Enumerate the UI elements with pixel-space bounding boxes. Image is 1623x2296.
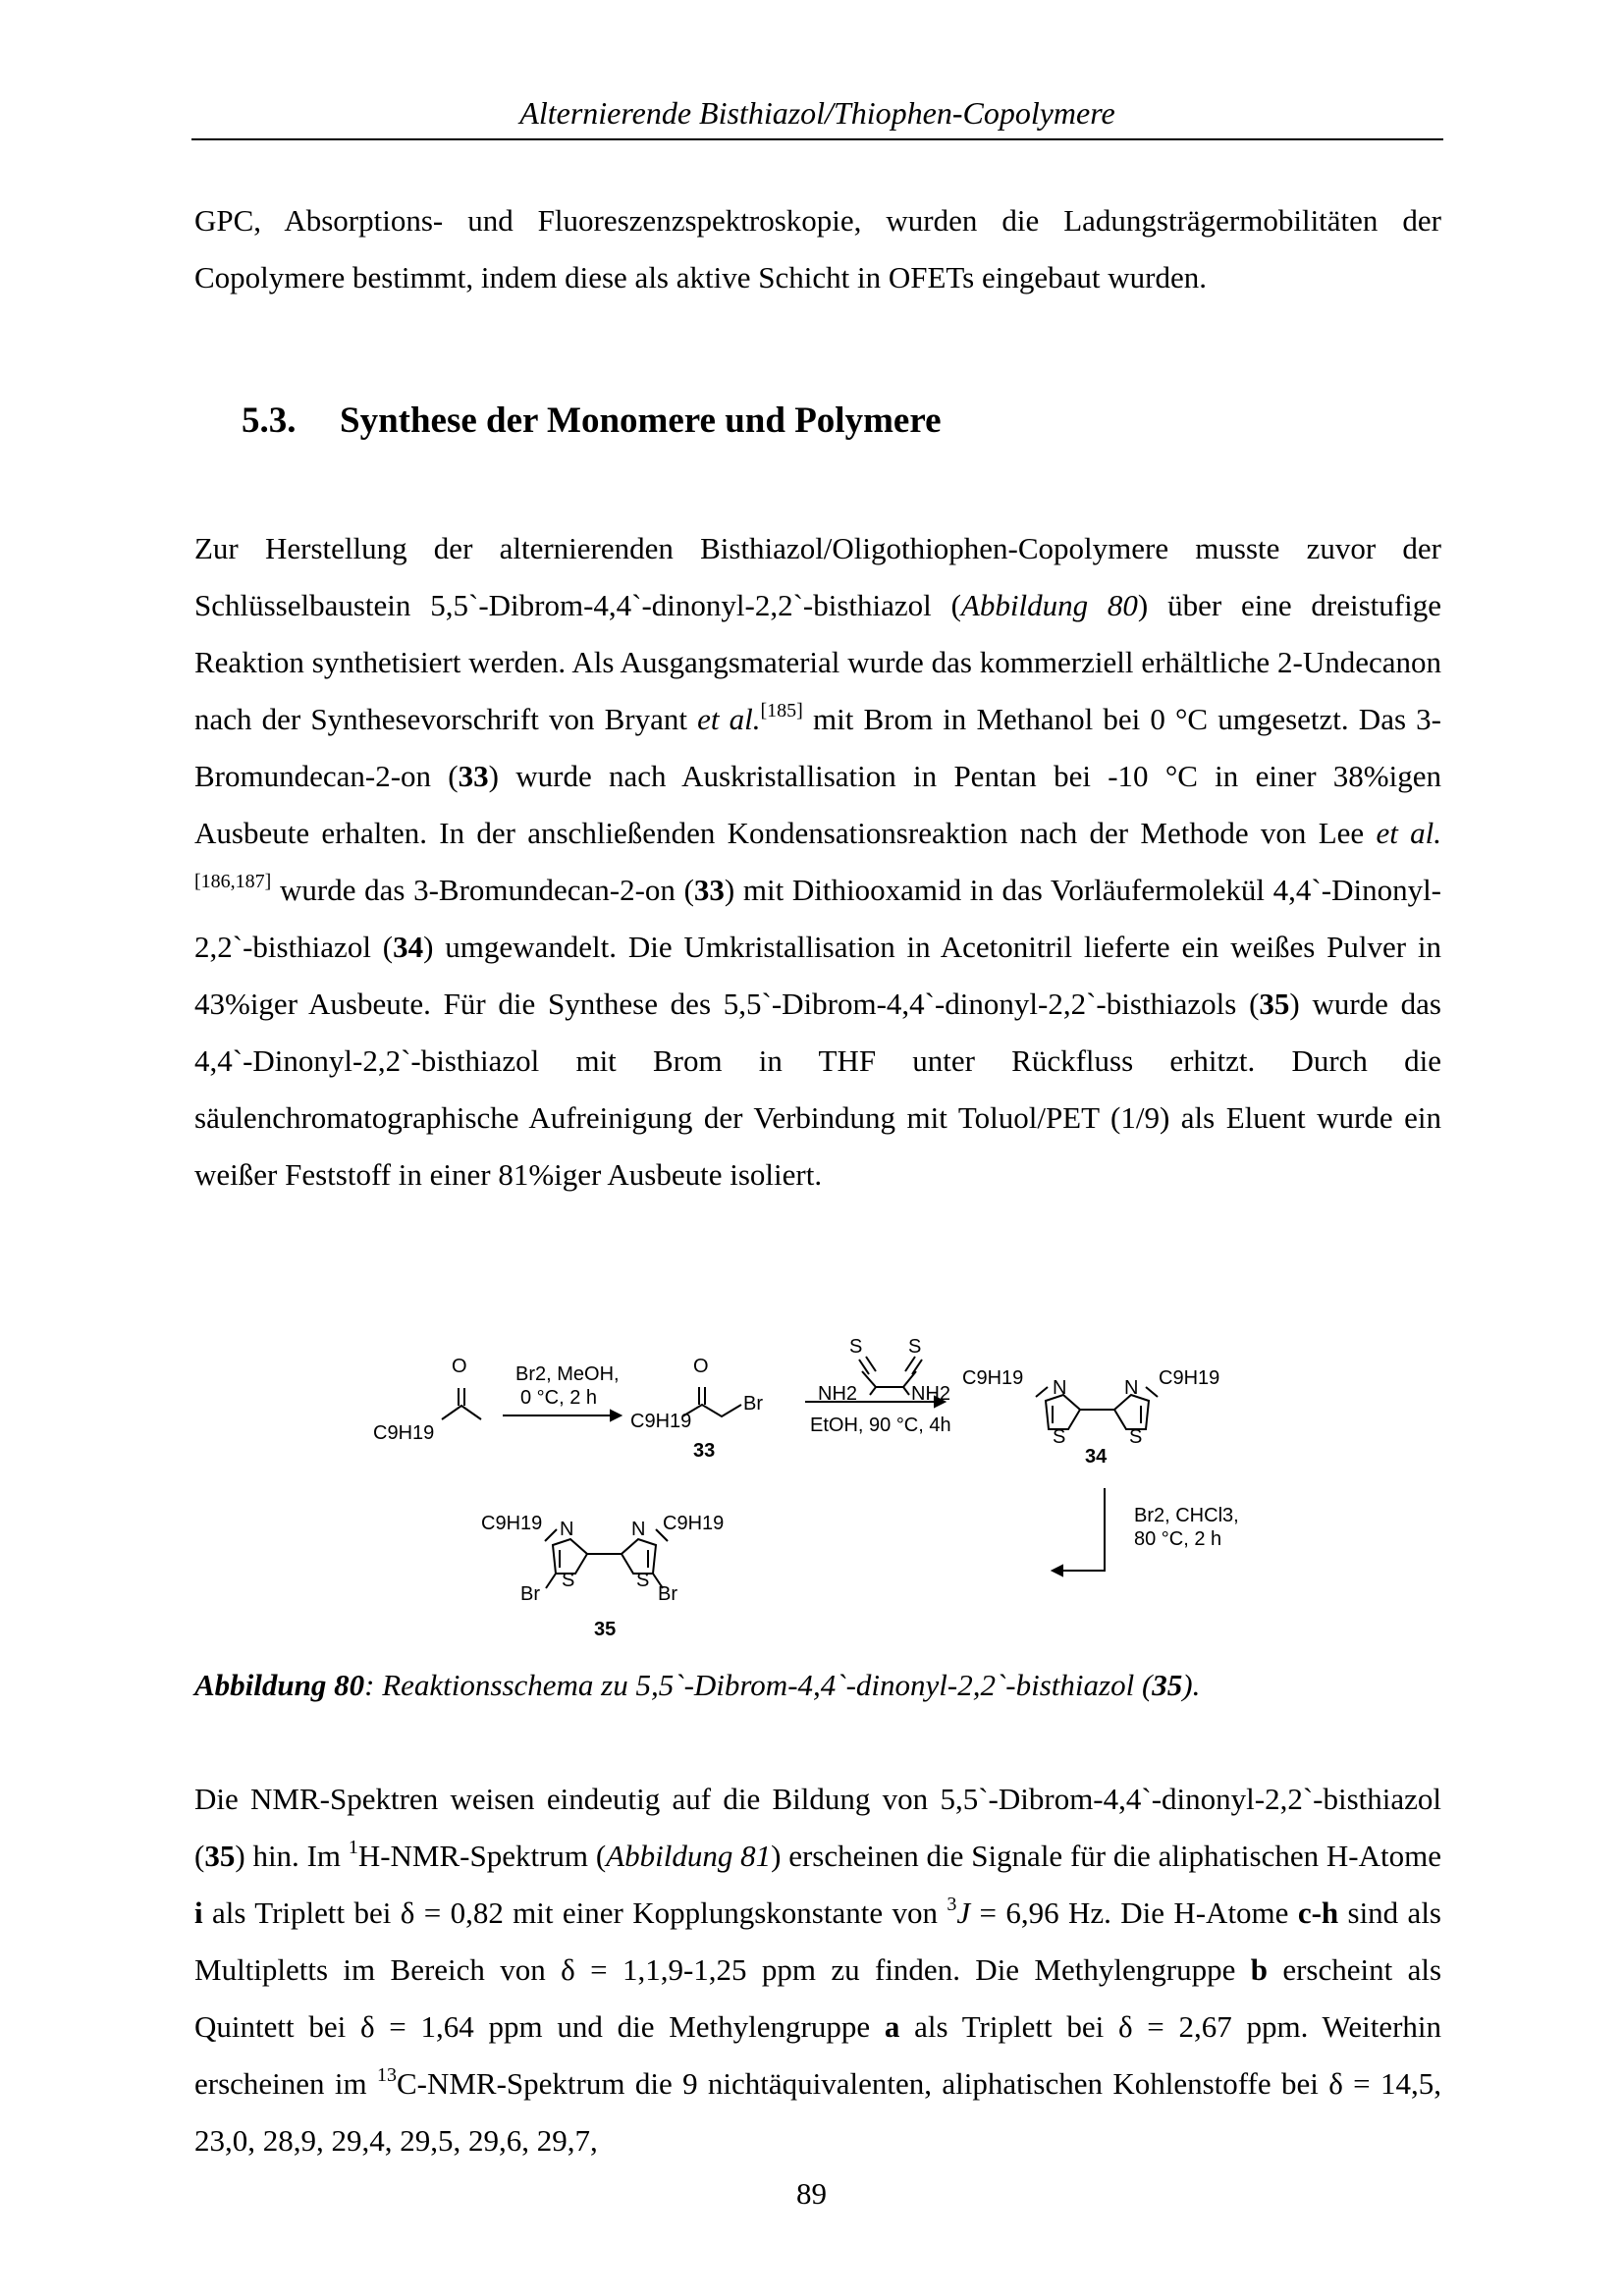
compound-number: 34 [393,930,424,964]
atom-br: Br [520,1583,540,1605]
alkyl-group: C9H19 [962,1367,1024,1389]
amine-left: NH2 [818,1383,858,1405]
compound-label-35: 35 [594,1619,617,1637]
condition-1a: Br2, MeOH, [515,1363,620,1385]
paragraph-nmr: Die NMR-Spektren weisen eindeutig auf die Bildung von 5,5`-Dibrom-4,4`-dinonyl-2,2`-bisthiazol (35) hin. Im $^1$H-NMR-Spektrum (Abbildung 81) erscheinen die Signale für die aliphatischen H-Atome i als Triplett bei δ = 0,82 mit einer Kopplungskonstante von $^3$J = 6,96 Hz. Die H-Atome c-h sind als Multipletts im Bereich von δ = 1,1,9-1,25 ppm zu finden. Die Methylengruppe b erscheint als Quintett bei δ = 1,64 ppm und die Methylengruppe a als Triplett bei δ = 2,67 ppm. Weiterhin erscheinen im $^{13}$C-NMR-Spektrum die 9 nichtäquivalenten, aliphatischen Kohlenstoffe bei δ = 14,5, 23,0, 28,9, 29,4, 29,5, 29,6, 29,7, [194,1782,1442,2158]
alkyl-group: C9H19 [481,1513,543,1534]
alkyl-group: C9H19 [663,1513,725,1534]
citation: [185] [760,700,803,721]
alkyl-group: C9H19 [630,1411,692,1432]
atom-o: O [693,1356,709,1377]
atom-n: N [1053,1377,1067,1399]
atom-n: N [1124,1377,1139,1399]
compound-label-33: 33 [693,1440,716,1462]
figure-reference: Abbildung 80 [960,588,1138,622]
atom-s: S [636,1570,650,1591]
condition-2: EtOH, 90 °C, 4h [810,1415,951,1436]
condition-1b: 0 °C, 2 h [520,1387,598,1409]
alkyl-group: C9H19 [373,1422,435,1444]
paragraph-intro: GPC, Absorptions- und Fluoreszenzspektroskopie, wurden die Ladungsträgermobilitäten der Copolymere bestimmt, indem diese als aktive Schicht in OFETs eingebaut wurden. [194,203,1441,294]
atom-s: S [562,1570,575,1591]
citation: [186,187] [194,871,272,892]
atom-s: S [1129,1426,1143,1448]
atom-n: N [631,1519,646,1540]
section-heading [242,393,942,450]
compound-number: 35 [204,1839,236,1873]
atom-s: S [1053,1426,1066,1448]
compound-number: 33 [693,873,725,907]
condition-3a: Br2, CHCl3, [1134,1505,1239,1526]
compound-label-34: 34 [1085,1446,1108,1468]
paragraph-synthesis: Zur Herstellung der alternierenden Bisthiazol/Oligothiophen-Copolymere musste zuvor der Schlüsselbaustein 5,5`-Dibrom-4,4`-dinonyl-2,2`-bisthiazol (Abbildung 80) über eine dreistufige Reaktion synthetisiert werden. Als Ausgangsmaterial wurde das kommerziell erhältliche 2-Undecanon nach der Synthesevorschrift von Bryant et al.[185] mit Brom in Methanol bei 0 °C umgesetzt. Das 3-Bromundecan-2-on (33) wurde nach Auskristallisation in Pentan bei -10 °C in einer 38%igen Ausbeute erhalten. In der anschließenden Kondensationsreaktion nach der Methode von Lee et al.[186,187] wurde das 3-Bromundecan-2-on (33) mit Dithiooxamid in das Vorläufermolekül 4,4`-Dinonyl-2,2`-bisthiazol (34) umgewandelt. Die Umkristallisation in Acetonitril lieferte ein weißes Pulver in 43%iger Ausbeute. Für die Synthese des 5,5`-Dibrom-4,4`-dinonyl-2,2`-bisthiazols (35) wurde das 4,4`-Dinonyl-2,2`-bisthiazol mit Brom in THF unter Rückfluss erhitzt. Durch die säulenchromatographische Aufreinigung der Verbindung mit Toluol/PET (1/9) als Eluent wurde ein weißer Feststoff in einer 81%iger Ausbeute isoliert. [194,531,1442,1192]
atom-n: N [560,1519,574,1540]
atom-br: Br [743,1393,763,1415]
condition-3b: 80 °C, 2 h [1134,1528,1222,1550]
section-number: 5.3. [242,400,297,441]
atom-br: Br [658,1583,677,1605]
atom-o: O [452,1356,467,1377]
section-title: Synthese der Monomere und Polymere [340,400,942,441]
alkyl-group: C9H19 [1159,1367,1220,1389]
reaction-scheme [373,1313,1276,1637]
amine-right: NH2 [911,1383,951,1405]
compound-number: 33 [458,759,489,793]
figure-reference: Abbildung 81 [606,1839,772,1873]
atom-s: S [908,1336,922,1358]
caption-label: Abbildung 80 [194,1668,365,1702]
compound-number: 35 [1259,987,1290,1021]
figure-caption: Abbildung 80: Reaktionsschema zu 5,5`-Dibrom-4,4`-dinonyl-2,2`-bisthiazol (35). [194,1668,1201,1702]
header-rule [191,138,1443,140]
running-header: Alternierende Bisthiazol/Thiophen-Copolymere [519,95,1115,131]
page-number: 89 [796,2176,827,2211]
arrow-3 [1053,1488,1105,1575]
atom-s: S [849,1336,863,1358]
